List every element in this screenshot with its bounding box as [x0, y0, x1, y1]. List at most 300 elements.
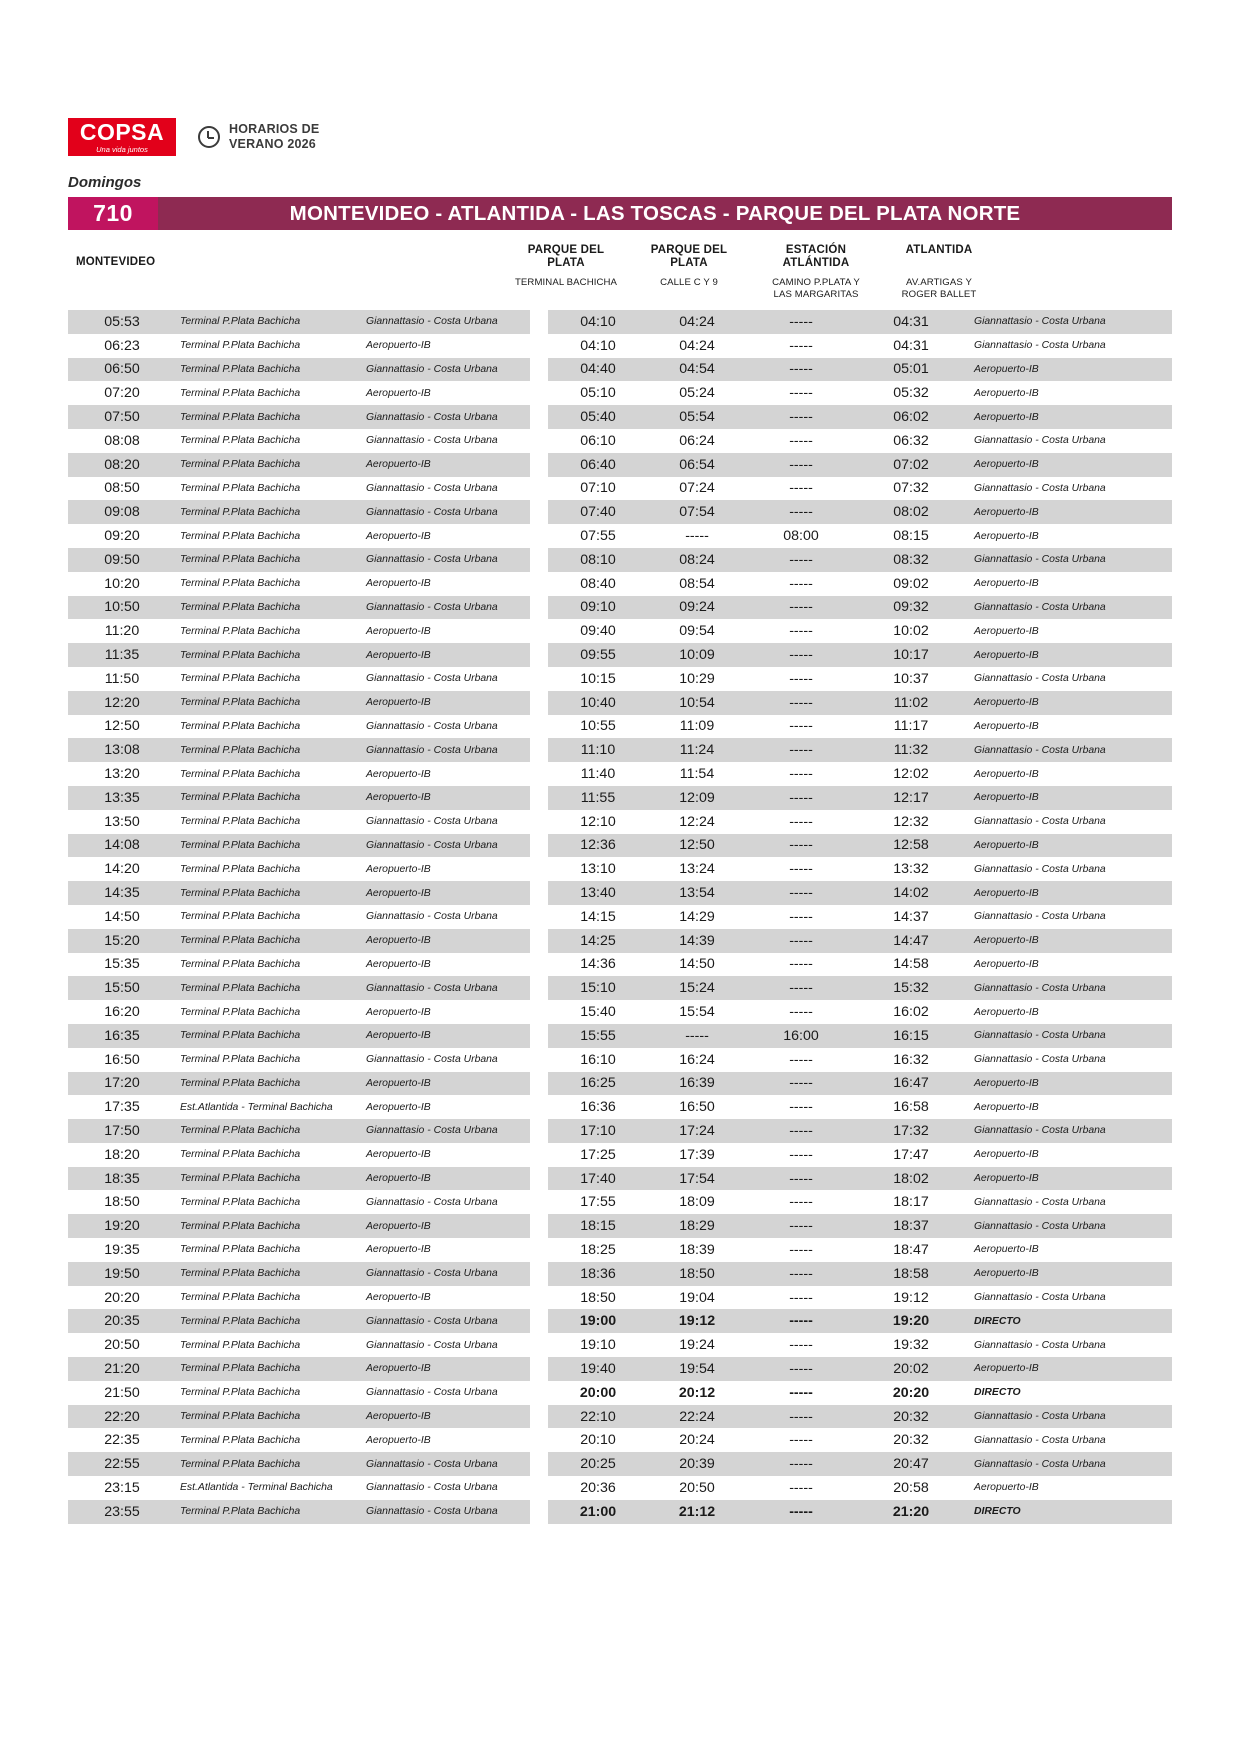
- table-row: [548, 500, 1172, 524]
- pdp-terminal-time: 12:10: [580, 813, 616, 830]
- atlantida-time: 11:32: [856, 738, 966, 762]
- table-row: [548, 1452, 1172, 1476]
- pdp-terminal-time: 17:25: [580, 1146, 616, 1163]
- service-note: Aeropuerto-IB: [974, 720, 1039, 732]
- table-row: [68, 1119, 530, 1143]
- via-label: Giannattasio - Costa Urbana: [362, 976, 530, 1000]
- atlantida-time: 14:02: [856, 881, 966, 905]
- departure-time: 20:35: [68, 1309, 176, 1333]
- origin-label: Terminal P.Plata Bachicha: [176, 1357, 362, 1381]
- table-row: [548, 1190, 1172, 1214]
- origin-label: Terminal P.Plata Bachicha: [180, 768, 301, 780]
- table-row: [548, 691, 1172, 715]
- pdp-calle-time: 06:24: [679, 432, 715, 449]
- pdp-terminal-time: 07:10: [580, 480, 616, 497]
- pdp-calle-time: 20:12: [678, 1384, 716, 1401]
- via-label: Giannattasio - Costa Urbana: [366, 1387, 498, 1399]
- pdp-calle-time: 17:54: [648, 1167, 746, 1191]
- pdp-terminal-time: 04:40: [548, 358, 648, 382]
- pdp-calle-time: 09:54: [679, 623, 715, 640]
- pdp-calle-time: 19:12: [648, 1309, 746, 1333]
- departure-time: 08:08: [104, 432, 140, 449]
- departure-time: 23:55: [68, 1500, 176, 1524]
- via-label: Aeropuerto-IB: [366, 1149, 431, 1161]
- service-note: Giannattasio - Costa Urbana: [974, 673, 1106, 685]
- service-note: Aeropuerto-IB: [974, 625, 1039, 637]
- service-note: Aeropuerto-IB: [966, 643, 1172, 667]
- via-label: Aeropuerto-IB: [366, 387, 431, 399]
- pdp-terminal-time: 06:40: [548, 453, 648, 477]
- departure-time: 18:20: [104, 1146, 140, 1163]
- table-row: [548, 429, 1172, 453]
- service-note: Aeropuerto-IB: [974, 768, 1039, 780]
- origin-label: Terminal P.Plata Bachicha: [176, 1024, 362, 1048]
- service-note: Aeropuerto-IB: [966, 1072, 1172, 1096]
- pdp-calle-time: 04:54: [648, 358, 746, 382]
- table-row: [548, 953, 1172, 977]
- pdp-calle-time: 21:12: [648, 1500, 746, 1524]
- origin-label: Terminal P.Plata Bachicha: [176, 1500, 362, 1524]
- pdp-calle-time: 19:04: [679, 1289, 715, 1306]
- pdp-calle-time: 08:24: [648, 548, 746, 572]
- via-label: Aeropuerto-IB: [362, 881, 530, 905]
- pdp-calle-time: 18:50: [648, 1262, 746, 1286]
- via-label: Aeropuerto-IB: [366, 578, 431, 590]
- atlantida-time: 11:17: [893, 718, 929, 735]
- estacion-atlantida-time: -----: [789, 670, 813, 687]
- estacion-atlantida-time: -----: [789, 766, 813, 783]
- estacion-atlantida-time: -----: [746, 453, 856, 477]
- pdp-terminal-time: 11:40: [580, 766, 616, 783]
- service-note: Giannattasio - Costa Urbana: [966, 1119, 1172, 1143]
- atlantida-time: 06:02: [856, 405, 966, 429]
- pdp-terminal-time: 19:00: [548, 1309, 648, 1333]
- service-note: Giannattasio - Costa Urbana: [974, 863, 1106, 875]
- origin-label: Terminal P.Plata Bachicha: [176, 596, 362, 620]
- via-label: Aeropuerto-IB: [362, 691, 530, 715]
- pdp-calle-time: 17:24: [648, 1119, 746, 1143]
- service-note: Aeropuerto-IB: [966, 358, 1172, 382]
- pdp-terminal-time: 22:10: [548, 1405, 648, 1429]
- pdp-terminal-time: 15:55: [548, 1024, 648, 1048]
- origin-label: Terminal P.Plata Bachicha: [176, 1167, 362, 1191]
- table-row: [548, 929, 1172, 953]
- service-note: Giannattasio - Costa Urbana: [966, 1024, 1172, 1048]
- origin-label: Terminal P.Plata Bachicha: [180, 530, 301, 542]
- atlantida-time: 19:32: [893, 1337, 929, 1354]
- estacion-atlantida-time: -----: [789, 718, 813, 735]
- departure-time: 14:20: [104, 861, 140, 878]
- table-row: [548, 738, 1172, 762]
- estacion-atlantida-time: -----: [746, 548, 856, 572]
- table-row: [548, 1095, 1172, 1119]
- pdp-calle-time: 15:54: [679, 1004, 715, 1020]
- table-row: [68, 667, 530, 691]
- season-label: [198, 122, 319, 152]
- service-note: Giannattasio - Costa Urbana: [974, 1292, 1106, 1304]
- table-row: [548, 1428, 1172, 1452]
- pdp-terminal-time: 18:36: [548, 1262, 648, 1286]
- atlantida-time: 16:02: [893, 1004, 929, 1020]
- atlantida-time: 14:58: [893, 956, 929, 973]
- column-header-montevideo: MONTEVIDEO: [76, 256, 156, 268]
- estacion-atlantida-time: -----: [789, 1051, 813, 1068]
- pdp-calle-time: 15:24: [648, 976, 746, 1000]
- departure-time: 18:35: [68, 1167, 176, 1191]
- origin-label: Terminal P.Plata Bachicha: [176, 453, 362, 477]
- departure-time: 20:50: [104, 1337, 140, 1354]
- estacion-atlantida-time: -----: [746, 1167, 856, 1191]
- atlantida-time: 09:32: [856, 596, 966, 620]
- pdp-terminal-time: 04:10: [548, 310, 648, 334]
- via-label: Aeropuerto-IB: [362, 1167, 530, 1191]
- pdp-calle-time: 04:24: [679, 337, 715, 354]
- departure-time: 21:50: [104, 1384, 140, 1401]
- estacion-atlantida-time: -----: [789, 1146, 813, 1163]
- via-label: Aeropuerto-IB: [362, 453, 530, 477]
- estacion-atlantida-time: -----: [746, 310, 856, 334]
- route-title-bar: [68, 197, 1172, 230]
- departure-time: 10:20: [104, 575, 140, 592]
- departure-time: 16:35: [68, 1024, 176, 1048]
- via-label: Giannattasio - Costa Urbana: [362, 1262, 530, 1286]
- table-row: [548, 1167, 1172, 1191]
- origin-label: Terminal P.Plata Bachicha: [180, 578, 301, 590]
- table-row: [548, 905, 1172, 929]
- service-note: Aeropuerto-IB: [974, 578, 1039, 590]
- pdp-calle-time: 04:24: [648, 310, 746, 334]
- departure-time: 12:50: [104, 718, 140, 735]
- table-row: [548, 881, 1172, 905]
- table-row: [68, 1238, 530, 1262]
- service-note: Giannattasio - Costa Urbana: [974, 1054, 1106, 1066]
- via-label: Giannattasio - Costa Urbana: [362, 405, 530, 429]
- table-row: [68, 1190, 530, 1214]
- document-header: [0, 0, 1240, 156]
- atlantida-time: 07:32: [893, 480, 929, 497]
- estacion-atlantida-time: -----: [789, 337, 813, 354]
- column-header-atlantida: ATLANTIDA AV.ARTIGAS Y ROGER BALLET: [901, 244, 977, 300]
- departure-time: 15:50: [68, 976, 176, 1000]
- pdp-terminal-time: 14:25: [548, 929, 648, 953]
- estacion-atlantida-time: -----: [789, 1194, 813, 1211]
- service-note: Aeropuerto-IB: [966, 834, 1172, 858]
- pdp-terminal-time: 18:15: [548, 1214, 648, 1238]
- pdp-terminal-time: 17:10: [548, 1119, 648, 1143]
- atlantida-time: 08:32: [856, 548, 966, 572]
- estacion-atlantida-time: 16:00: [746, 1024, 856, 1048]
- atlantida-time: 20:58: [893, 1479, 929, 1496]
- table-row: [68, 334, 530, 358]
- service-note: Aeropuerto-IB: [974, 1149, 1039, 1161]
- table-row: [68, 524, 530, 548]
- pdp-terminal-time: 13:40: [548, 881, 648, 905]
- via-label: Aeropuerto-IB: [366, 1101, 431, 1113]
- table-row: [68, 810, 530, 834]
- table-row: [68, 1143, 530, 1167]
- service-note: Giannattasio - Costa Urbana: [966, 596, 1172, 620]
- estacion-atlantida-time: -----: [746, 786, 856, 810]
- estacion-atlantida-time: -----: [789, 432, 813, 449]
- table-row: [68, 953, 530, 977]
- via-label: Aeropuerto-IB: [366, 1244, 431, 1256]
- via-label: Aeropuerto-IB: [366, 768, 431, 780]
- pdp-terminal-time: 07:40: [548, 500, 648, 524]
- departure-time: 15:20: [68, 929, 176, 953]
- departure-time: 17:20: [68, 1072, 176, 1096]
- service-note: Aeropuerto-IB: [966, 1167, 1172, 1191]
- via-label: Aeropuerto-IB: [362, 1357, 530, 1381]
- pdp-terminal-time: 16:25: [548, 1072, 648, 1096]
- origin-label: Terminal P.Plata Bachicha: [180, 1387, 301, 1399]
- origin-label: Terminal P.Plata Bachicha: [180, 1434, 301, 1446]
- via-label: Giannattasio - Costa Urbana: [366, 482, 498, 494]
- table-row: [68, 500, 530, 524]
- pdp-terminal-time: 14:36: [580, 956, 616, 973]
- origin-label: Terminal P.Plata Bachicha: [176, 834, 362, 858]
- route-number: 710: [68, 197, 158, 230]
- origin-label: Terminal P.Plata Bachicha: [176, 405, 362, 429]
- estacion-atlantida-time: -----: [746, 643, 856, 667]
- logo-wordmark: COPSA: [79, 118, 165, 145]
- service-note: Giannattasio - Costa Urbana: [966, 1405, 1172, 1429]
- origin-label: Terminal P.Plata Bachicha: [180, 1196, 301, 1208]
- atlantida-time: 13:32: [893, 861, 929, 878]
- pdp-calle-time: 18:09: [679, 1194, 715, 1211]
- via-label: Giannattasio - Costa Urbana: [366, 1196, 498, 1208]
- via-label: Aeropuerto-IB: [362, 1214, 530, 1238]
- service-note: Aeropuerto-IB: [966, 786, 1172, 810]
- departure-time: 09:08: [68, 500, 176, 524]
- pdp-calle-time: 09:24: [648, 596, 746, 620]
- table-row: [68, 429, 530, 453]
- pdp-calle-time: 20:39: [648, 1452, 746, 1476]
- estacion-atlantida-time: -----: [746, 738, 856, 762]
- season-line-2: VERANO 2026: [229, 137, 316, 151]
- table-row: [68, 857, 530, 881]
- pdp-terminal-time: 13:10: [580, 861, 616, 878]
- via-label: Aeropuerto-IB: [362, 1024, 530, 1048]
- departure-time: 20:20: [104, 1289, 140, 1306]
- estacion-atlantida-time: -----: [746, 881, 856, 905]
- table-row: [548, 810, 1172, 834]
- table-row: [548, 453, 1172, 477]
- table-row: [68, 453, 530, 477]
- pdp-calle-time: 05:24: [679, 385, 715, 402]
- atlantida-time: 20:20: [892, 1384, 930, 1401]
- column-headers: [68, 230, 1172, 310]
- departure-time: 12:20: [68, 691, 176, 715]
- southbound-table: [68, 310, 530, 1524]
- departure-time: 23:15: [104, 1479, 140, 1496]
- via-label: Giannattasio - Costa Urbana: [362, 738, 530, 762]
- table-row: [68, 1500, 530, 1524]
- service-note: Aeropuerto-IB: [966, 691, 1172, 715]
- via-label: Aeropuerto-IB: [366, 1434, 431, 1446]
- via-label: Giannattasio - Costa Urbana: [366, 435, 498, 447]
- origin-label: Terminal P.Plata Bachicha: [176, 1452, 362, 1476]
- pdp-calle-time: 20:24: [679, 1432, 715, 1449]
- atlantida-time: 17:47: [893, 1146, 929, 1163]
- estacion-atlantida-time: -----: [789, 623, 813, 640]
- service-note: Giannattasio - Costa Urbana: [974, 482, 1106, 494]
- origin-label: Terminal P.Plata Bachicha: [180, 673, 301, 685]
- table-row: [548, 976, 1172, 1000]
- atlantida-time: 10:37: [893, 670, 929, 687]
- estacion-atlantida-time: -----: [789, 1004, 813, 1020]
- table-row: [68, 881, 530, 905]
- table-row: [68, 358, 530, 382]
- pdp-terminal-time: 15:10: [548, 976, 648, 1000]
- table-row: [68, 1262, 530, 1286]
- estacion-atlantida-time: -----: [746, 1500, 856, 1524]
- pdp-terminal-time: 19:40: [548, 1357, 648, 1381]
- atlantida-time: 20:02: [856, 1357, 966, 1381]
- atlantida-time: 05:01: [856, 358, 966, 382]
- table-row: [548, 334, 1172, 358]
- table-row: [548, 643, 1172, 667]
- table-row: [548, 524, 1172, 548]
- table-row: [548, 1309, 1172, 1333]
- pdp-terminal-time: 08:40: [580, 575, 616, 592]
- departure-time: 07:20: [104, 385, 140, 402]
- pdp-calle-time: 14:29: [679, 908, 715, 925]
- pdp-terminal-time: 19:10: [580, 1337, 616, 1354]
- estacion-atlantida-time: -----: [746, 976, 856, 1000]
- atlantida-time: 16:32: [893, 1051, 929, 1068]
- table-row: [548, 1381, 1172, 1405]
- table-row: [68, 786, 530, 810]
- via-label: Giannattasio - Costa Urbana: [366, 720, 498, 732]
- estacion-atlantida-time: -----: [789, 1289, 813, 1306]
- table-row: [68, 715, 530, 739]
- origin-label: Terminal P.Plata Bachicha: [180, 1292, 301, 1304]
- estacion-atlantida-time: -----: [746, 1119, 856, 1143]
- pdp-terminal-time: 05:40: [548, 405, 648, 429]
- table-row: [548, 548, 1172, 572]
- estacion-atlantida-time: -----: [746, 1072, 856, 1096]
- service-note: Giannattasio - Costa Urbana: [974, 1196, 1106, 1208]
- origin-label: Terminal P.Plata Bachicha: [176, 1405, 362, 1429]
- estacion-atlantida-time: -----: [789, 956, 813, 973]
- pdp-terminal-time: 09:10: [548, 596, 648, 620]
- via-label: Aeropuerto-IB: [362, 929, 530, 953]
- departure-time: 09:20: [104, 528, 140, 545]
- pdp-calle-time: 10:09: [648, 643, 746, 667]
- table-row: [68, 834, 530, 858]
- table-row: [68, 381, 530, 405]
- table-row: [548, 405, 1172, 429]
- table-row: [548, 358, 1172, 382]
- departure-time: 08:50: [104, 480, 140, 497]
- atlantida-time: 16:47: [856, 1072, 966, 1096]
- departure-time: 17:35: [104, 1099, 140, 1116]
- atlantida-time: 20:32: [893, 1432, 929, 1449]
- pdp-terminal-time: 14:15: [580, 908, 616, 925]
- table-row: [68, 477, 530, 501]
- origin-label: Terminal P.Plata Bachicha: [180, 340, 301, 352]
- column-header-pdp-terminal: PARQUE DEL PLATA TERMINAL BACHICHA: [514, 244, 618, 289]
- table-row: [548, 762, 1172, 786]
- pdp-terminal-time: 05:10: [580, 385, 616, 402]
- atlantida-time: 04:31: [893, 337, 929, 354]
- table-row: [548, 596, 1172, 620]
- table-row: [548, 1286, 1172, 1310]
- pdp-calle-time: 18:29: [648, 1214, 746, 1238]
- table-row: [68, 1072, 530, 1096]
- estacion-atlantida-time: -----: [746, 1262, 856, 1286]
- departure-time: 11:50: [104, 670, 140, 687]
- estacion-atlantida-time: -----: [746, 405, 856, 429]
- via-label: Aeropuerto-IB: [362, 786, 530, 810]
- service-note: Aeropuerto-IB: [966, 500, 1172, 524]
- pdp-terminal-time: 10:15: [580, 670, 616, 687]
- table-row: [548, 667, 1172, 691]
- departure-time: 22:20: [68, 1405, 176, 1429]
- table-row: [548, 619, 1172, 643]
- table-row: [548, 1024, 1172, 1048]
- departure-time: 06:23: [104, 337, 140, 354]
- pdp-calle-time: 20:50: [679, 1479, 715, 1496]
- pdp-terminal-time: 10:55: [580, 718, 616, 735]
- table-row: [548, 572, 1172, 596]
- departure-time: 22:55: [68, 1452, 176, 1476]
- pdp-calle-time: 05:54: [648, 405, 746, 429]
- origin-label: Terminal P.Plata Bachicha: [176, 738, 362, 762]
- table-row: [548, 1262, 1172, 1286]
- table-row: [68, 310, 530, 334]
- origin-label: Terminal P.Plata Bachicha: [176, 881, 362, 905]
- table-row: [548, 1357, 1172, 1381]
- table-row: [68, 1428, 530, 1452]
- logo-tagline: Una vida juntos: [96, 144, 148, 154]
- atlantida-time: 12:17: [856, 786, 966, 810]
- departure-time: 08:20: [68, 453, 176, 477]
- departure-time: 13:08: [68, 738, 176, 762]
- via-label: Giannattasio - Costa Urbana: [362, 358, 530, 382]
- atlantida-time: 12:58: [856, 834, 966, 858]
- table-row: [548, 1000, 1172, 1024]
- pdp-calle-time: -----: [648, 1024, 746, 1048]
- estacion-atlantida-time: -----: [789, 1241, 813, 1258]
- pdp-terminal-time: 17:55: [580, 1194, 616, 1211]
- origin-label: Terminal P.Plata Bachicha: [180, 1244, 301, 1256]
- table-row: [68, 1476, 530, 1500]
- atlantida-time: 16:58: [893, 1099, 929, 1116]
- departure-time: 09:50: [68, 548, 176, 572]
- table-row: [548, 786, 1172, 810]
- pdp-calle-time: 13:24: [679, 861, 715, 878]
- origin-label: Terminal P.Plata Bachicha: [176, 1309, 362, 1333]
- table-row: [68, 929, 530, 953]
- pdp-calle-time: 22:24: [648, 1405, 746, 1429]
- pdp-calle-time: -----: [685, 528, 709, 545]
- service-note: Giannattasio - Costa Urbana: [974, 1434, 1106, 1446]
- estacion-atlantida-time: -----: [789, 1099, 813, 1116]
- departure-time: 13:35: [68, 786, 176, 810]
- table-row: [548, 477, 1172, 501]
- origin-label: Terminal P.Plata Bachicha: [176, 358, 362, 382]
- table-row: [548, 1476, 1172, 1500]
- pdp-calle-time: 11:24: [648, 738, 746, 762]
- service-note: DIRECTO: [966, 1500, 1172, 1524]
- estacion-atlantida-time: -----: [746, 1357, 856, 1381]
- service-note: Aeropuerto-IB: [966, 1357, 1172, 1381]
- departure-time: 07:50: [68, 405, 176, 429]
- departure-time: 14:35: [68, 881, 176, 905]
- pdp-terminal-time: 17:40: [548, 1167, 648, 1191]
- departure-time: 16:50: [104, 1051, 140, 1068]
